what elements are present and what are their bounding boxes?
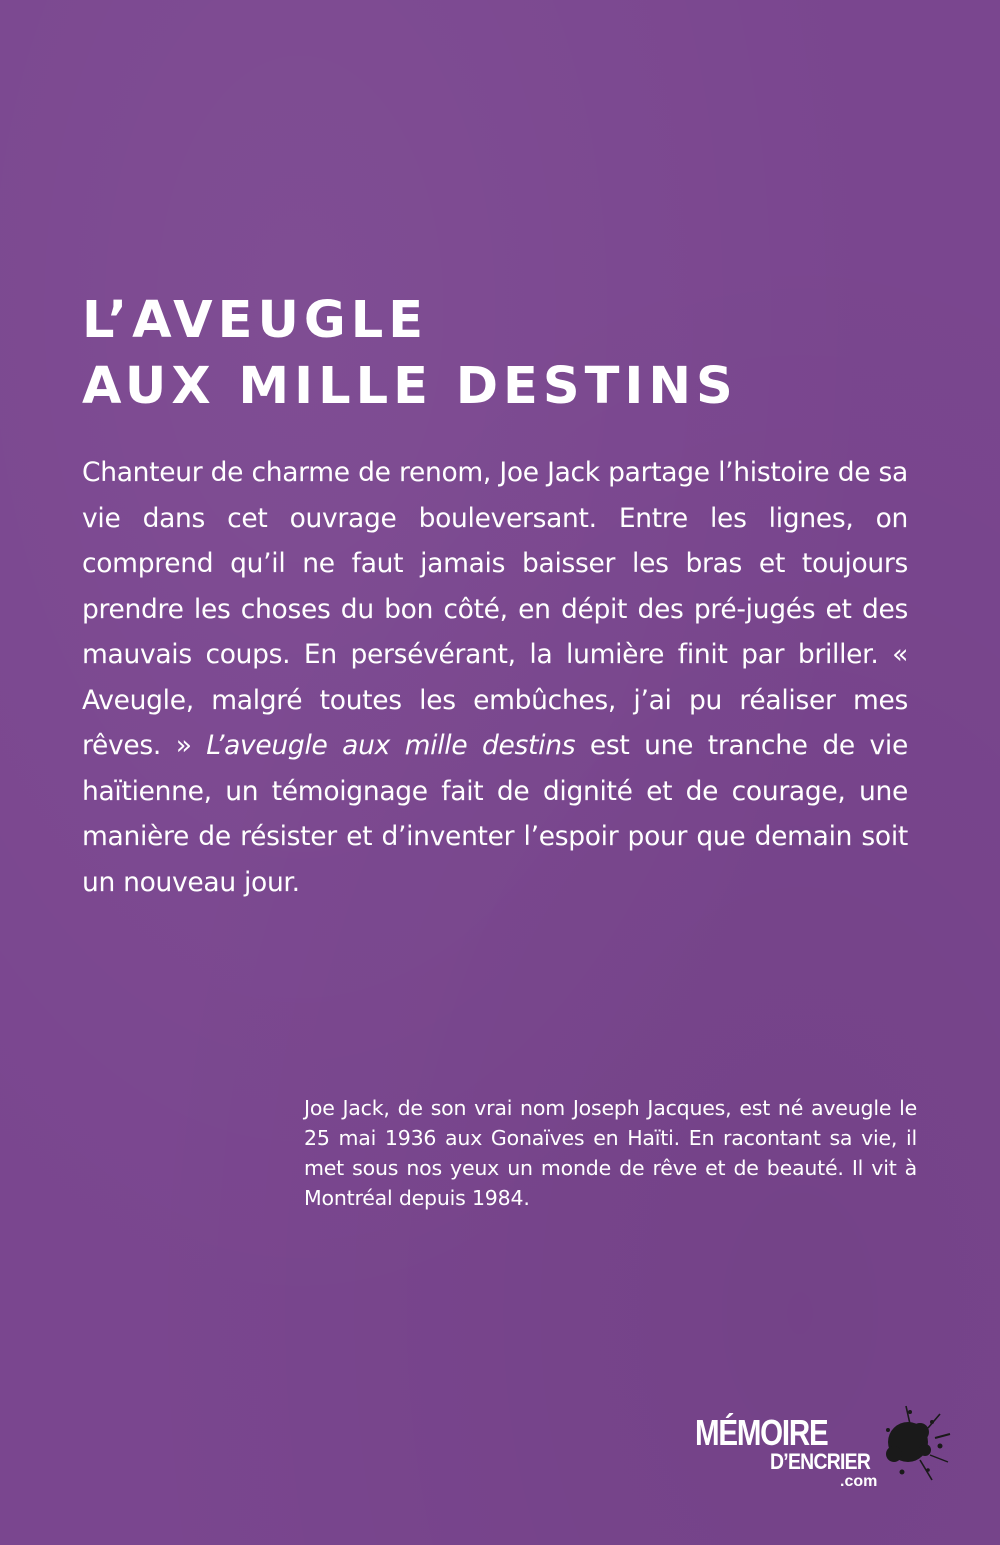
blurb-italic-title: L’aveugle aux mille destins — [206, 730, 576, 761]
publisher-domain: .com — [840, 1473, 878, 1490]
ink-splat-icon — [880, 1400, 960, 1500]
blurb-text-end: est une tranche de vie haïtienne, un témoignage fait de dignité et de courage, une manière de résister et d’inventer l’espoir pour que demain soit un nouveau jour. — [82, 730, 908, 898]
title-line-2: AUX MILLE DESTINS — [82, 357, 738, 416]
publisher-name-line-2: D’ENCRIER — [770, 1449, 871, 1474]
title-line-1: L’AVEUGLE — [82, 291, 429, 350]
book-title — [82, 288, 942, 420]
publisher-logo — [690, 1400, 960, 1510]
book-blurb — [82, 450, 908, 905]
publisher-name-line-1: MÉMOIRE — [695, 1412, 828, 1453]
author-bio: Joe Jack, de son vrai nom Joseph Jacques, est né aveugle le 25 mai 1936 aux Gonaïves en Haïti. En racontant sa vie, il met sous nos yeux un monde de rêve et de beauté. Il vit à Montréal depuis 1984. — [304, 1096, 917, 1210]
blurb-text-start: Chanteur de charme de renom, Joe Jack partage l’histoire de sa vie dans cet ouvrage bouleversant. Entre les lignes, on comprend qu’il ne faut jamais baisser les bras et toujours prendre les choses du bon côté, en dépit des pré-jugés et des mauvais coups. En persévérant, la lumière finit par briller. « Aveugle, malgré toutes les embûches, j’ai pu réaliser mes rêves. » — [82, 457, 908, 761]
